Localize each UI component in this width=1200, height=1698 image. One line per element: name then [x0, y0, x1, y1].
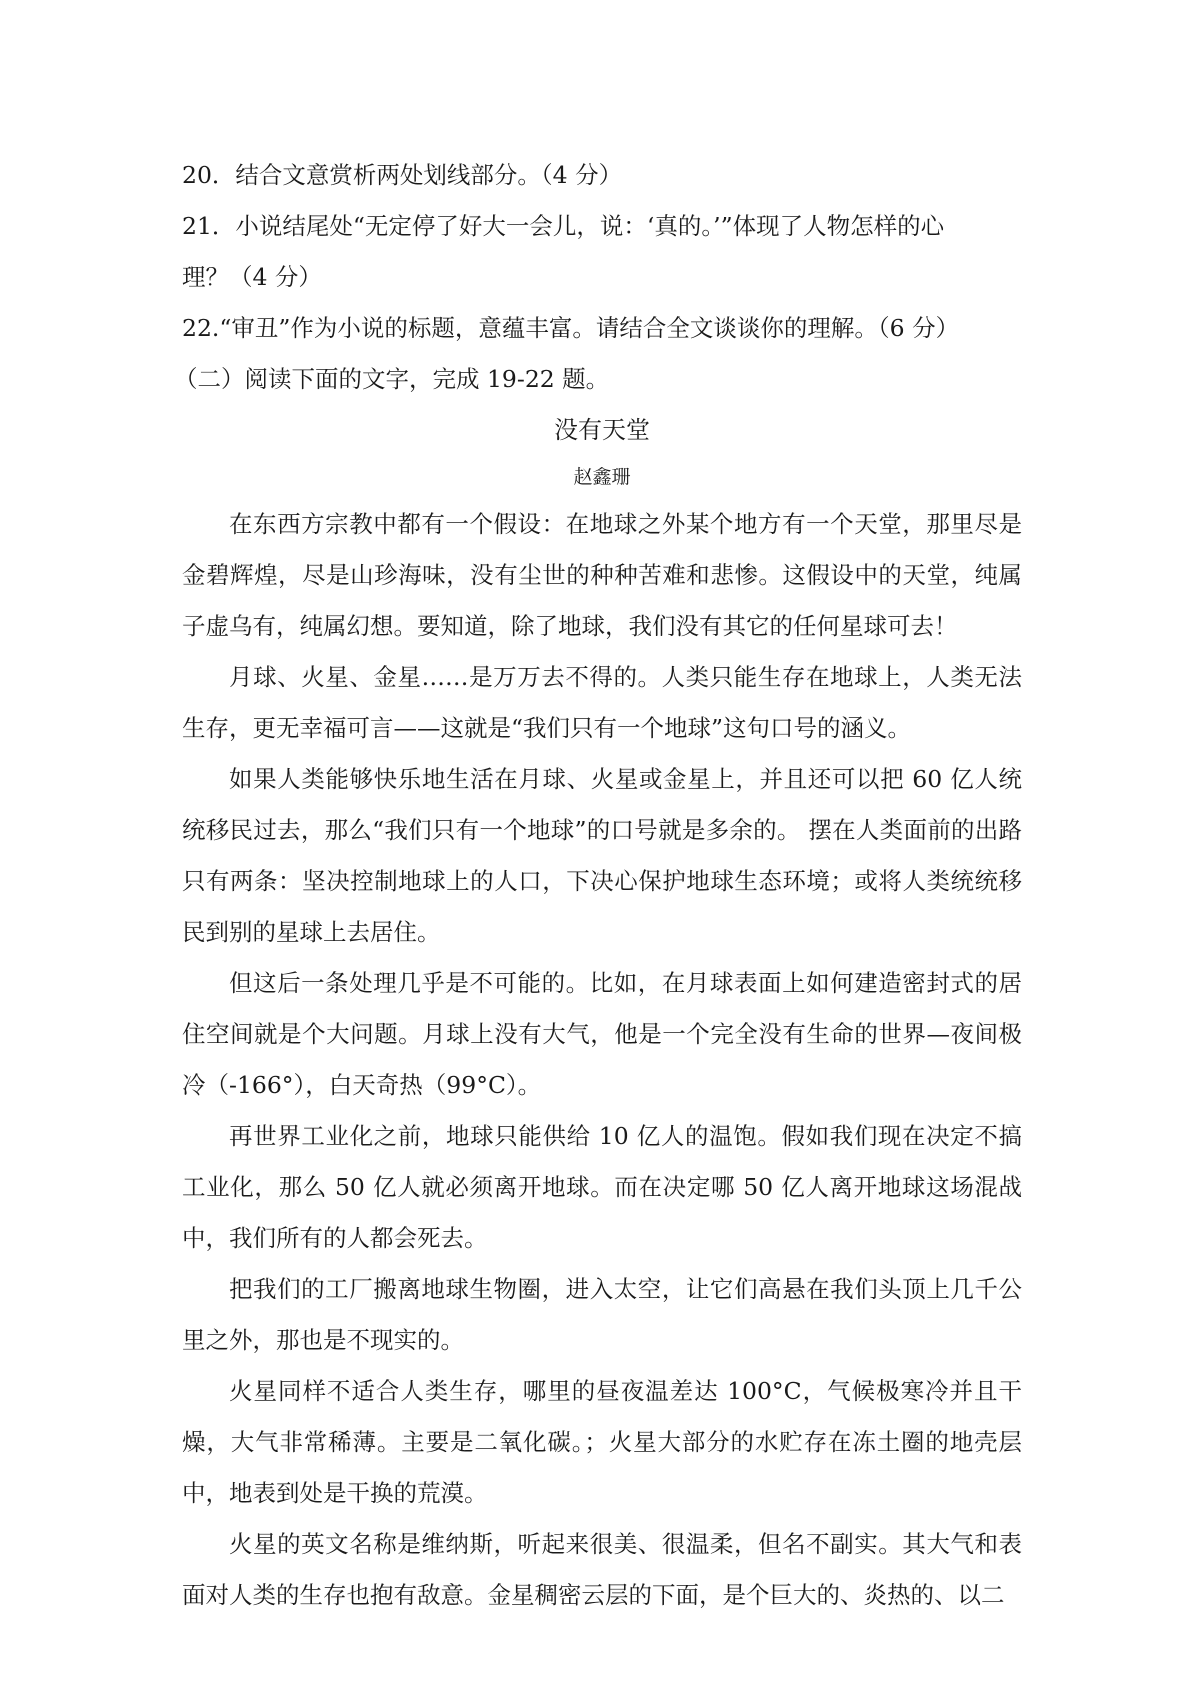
article-paragraph: 月球、火星、金星……是万万去不得的。人类只能生存在地球上，人类无法生存，更无幸福可言——这就是“我们只有一个地球”这句口号的涵义。 — [182, 663, 1022, 742]
question-21-line-1: 21．小说结尾处“无定停了好大一会儿，说：‘真的。’”体现了人物怎样的心 — [182, 212, 945, 240]
article-paragraph: 火星的英文名称是维纳斯，听起来很美、很温柔，但名不副实。其大气和表面对人类的生存也抱有敌意。金星稠密云层的下面，是个巨大的、炎热的、以二 — [182, 1530, 1022, 1609]
article-paragraph: 把我们的工厂搬离地球生物圈，进入太空，让它们高悬在我们头顶上几千公里之外，那也是不现实的。 — [182, 1275, 1022, 1354]
question-20: 20．结合文意赏析两处划线部分。（4 分） — [182, 161, 623, 189]
article-paragraph: 如果人类能够快乐地生活在月球、火星或金星上，并且还可以把 60 亿人统统移民过去，那么“我们只有一个地球”的口号就是多余的。 摆在人类面前的出路只有两条：坚决控制地球上的人口，下决心保护地球生态环境；或将人类统统移民到别的星球上去居住。 — [182, 765, 1022, 946]
article-paragraph: 火星同样不适合人类生存，哪里的昼夜温差达 100°C，气候极寒冷并且干燥，大气非常稀薄。主要是二氧化碳。；火星大部分的水贮存在冻土圈的地壳层中，地表到处是干换的荒漠。 — [182, 1377, 1022, 1507]
article-paragraph: 再世界工业化之前，地球只能供给 10 亿人的温饱。假如我们现在决定不搞工业化，那么 50 亿人就必须离开地球。而在决定哪 50 亿人离开地球这场混战中，我们所有的人都会死去。 — [182, 1122, 1022, 1252]
question-21-line-2: 理？（4 分） — [182, 263, 322, 291]
question-22: 22.“审丑”作为小说的标题，意蕴丰富。请结合全文谈谈你的理解。（6 分） — [182, 314, 960, 342]
section-intro: （二）阅读下面的文字，完成 19-22 题。 — [174, 365, 610, 393]
exam-page — [174, 150, 1022, 1621]
article-title: 没有天堂 — [554, 416, 650, 444]
article-paragraph: 在东西方宗教中都有一个假设：在地球之外某个地方有一个天堂，那里尽是金碧辉煌，尽是山珍海味，没有尘世的种种苦难和悲惨。这假设中的天堂，纯属子虚乌有，纯属幻想。要知道，除了地球，我们没有其它的任何星球可去！ — [182, 510, 1022, 640]
article-author: 赵鑫珊 — [573, 466, 631, 488]
article-paragraph: 但这后一条处理几乎是不可能的。比如，在月球表面上如何建造密封式的居住空间就是个大问题。月球上没有大气，他是一个完全没有生命的世界—夜间极冷（-166°），白天奇热（99°C）。 — [182, 969, 1022, 1099]
